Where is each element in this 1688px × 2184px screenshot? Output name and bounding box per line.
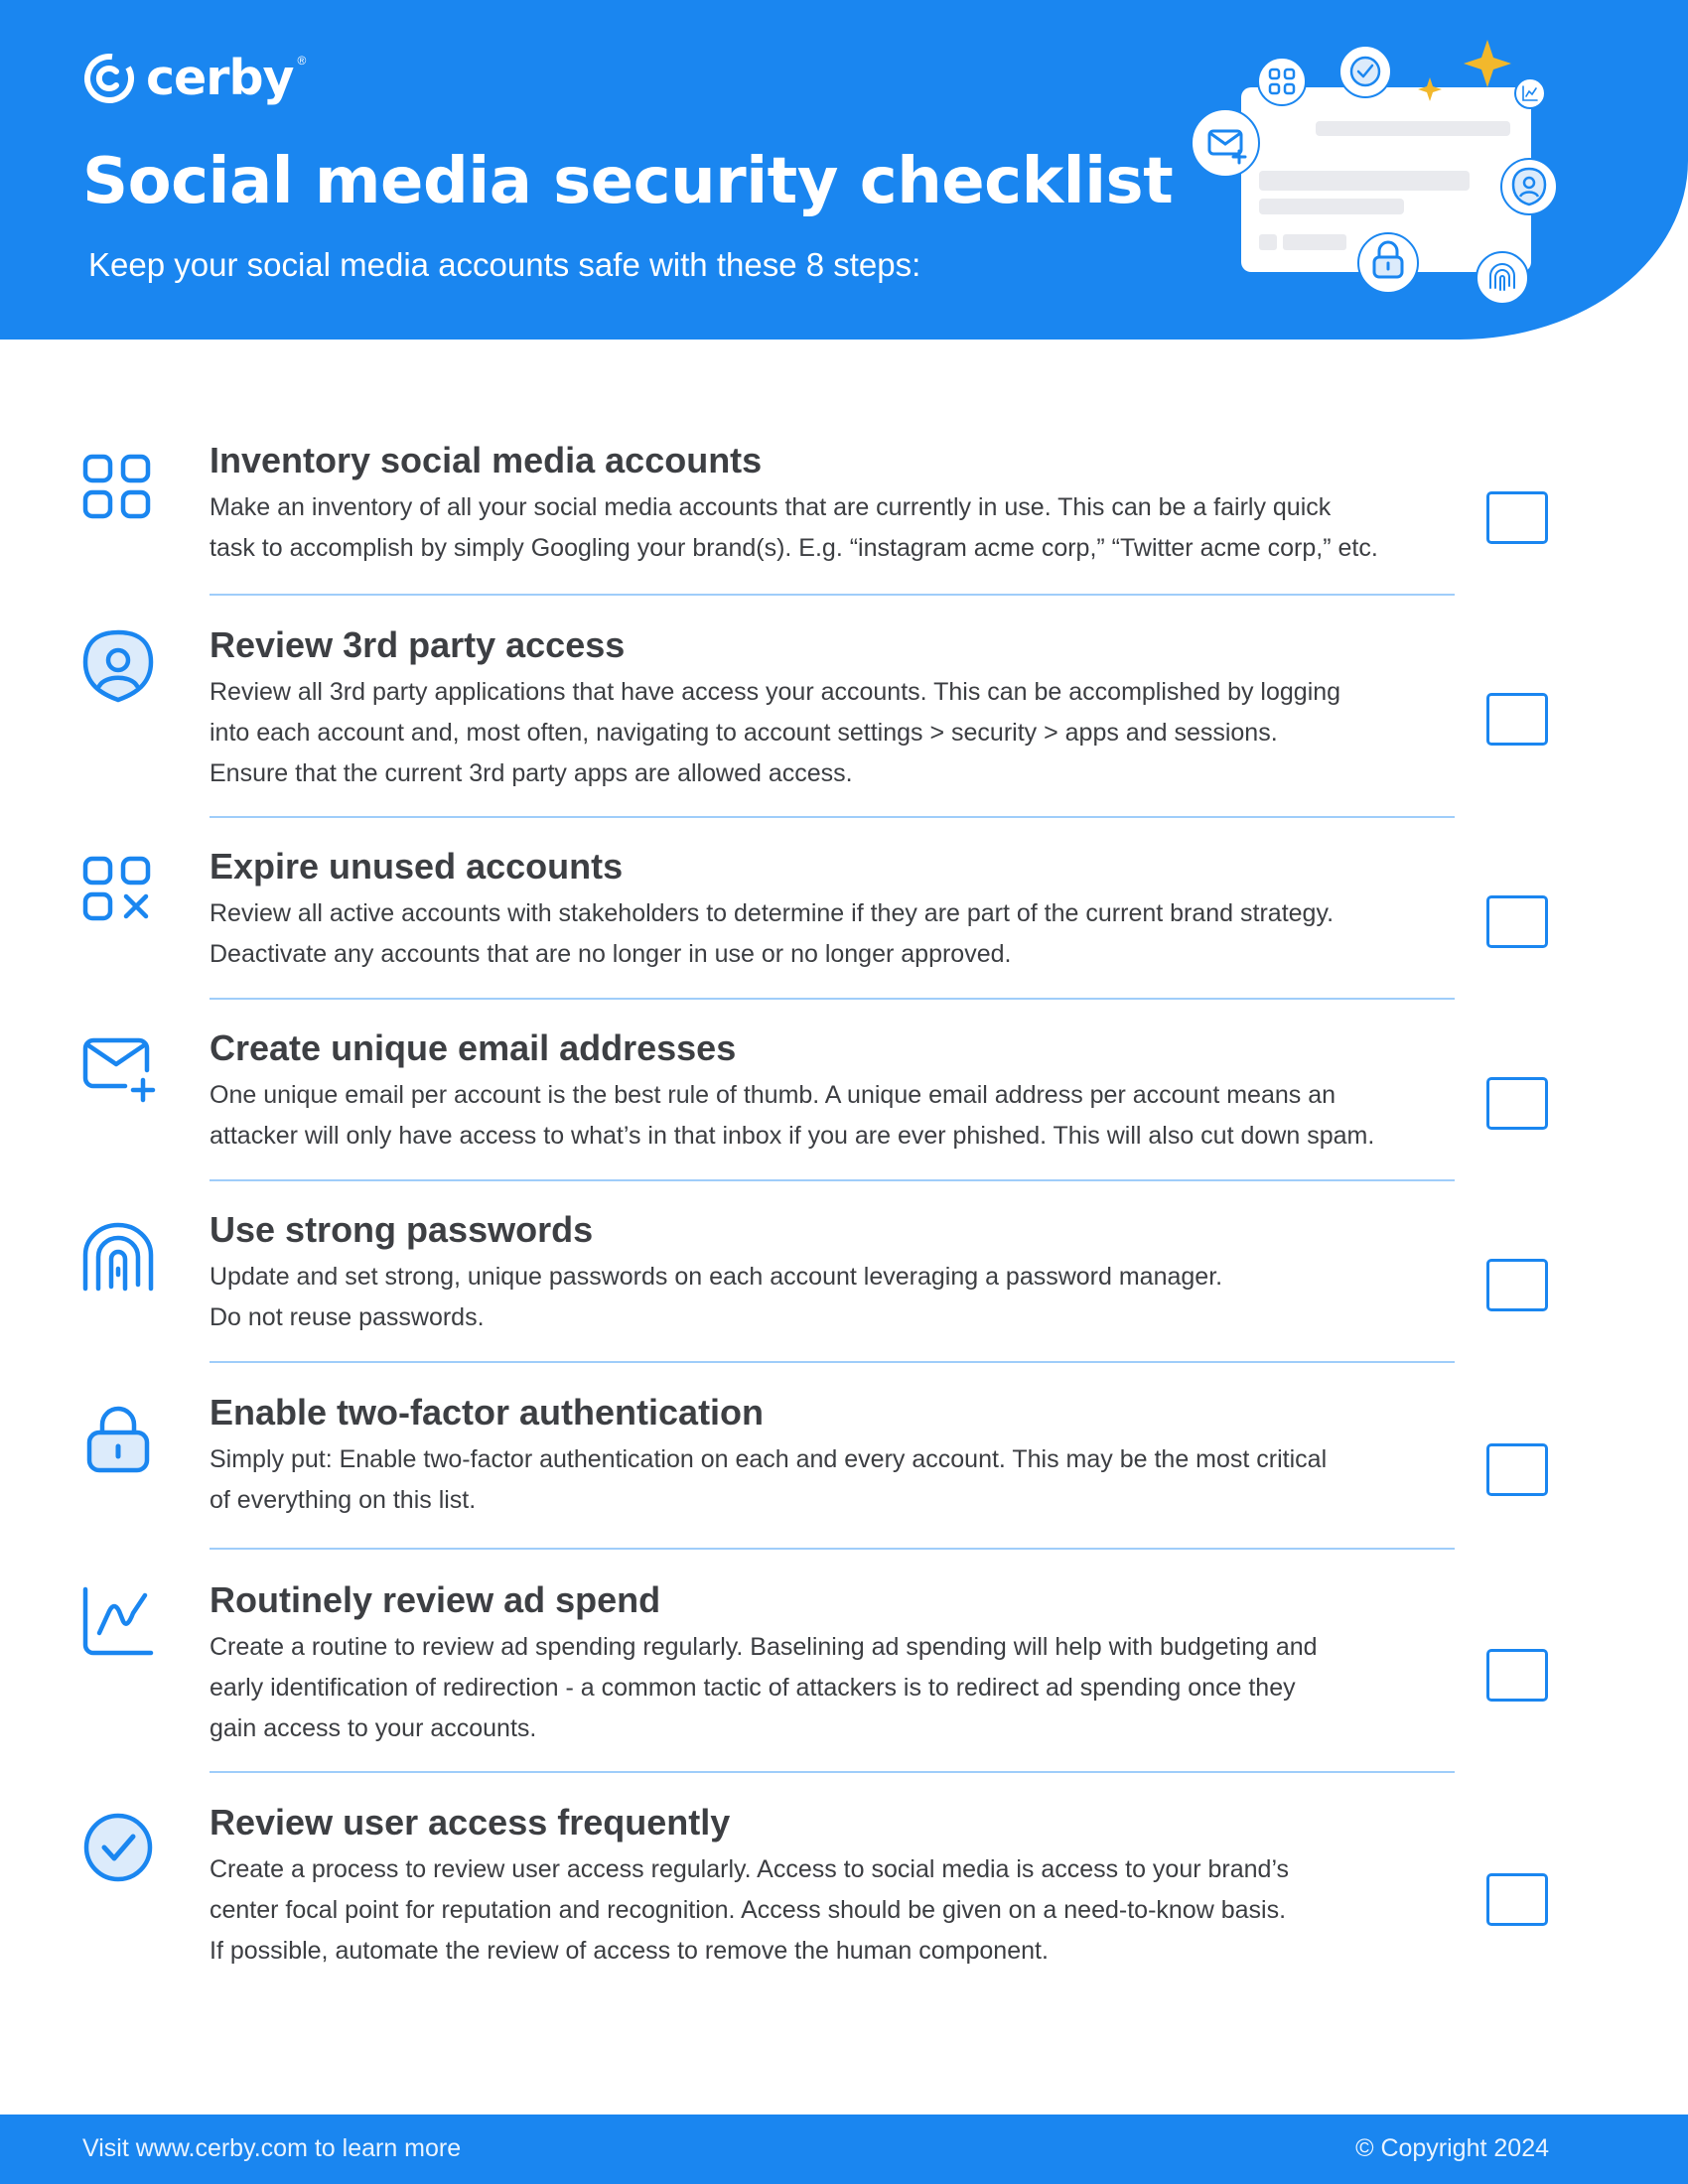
mail-add-icon — [79, 1032, 157, 1110]
user-shield-icon — [79, 626, 157, 704]
grid-remove-icon — [79, 851, 157, 928]
cerby-logo[interactable] — [82, 50, 306, 106]
item-title: Routinely review ad spend — [210, 1579, 661, 1620]
item-divider — [210, 594, 1455, 596]
item-title: Use strong passwords — [210, 1209, 594, 1250]
checkbox-third-party[interactable] — [1486, 693, 1548, 746]
registered-mark: ® — [297, 53, 307, 68]
item-description: Review all 3rd party applications that have access your accounts. This can be accomplished by logging into each account and, most often, navigating to account settings > security > apps and sessions. Ensure that the current 3rd party apps are allowed access. — [210, 678, 1341, 787]
item-description: Review all active accounts with stakeholders to determine if they are part of the current brand strategy. Deactivate any accounts that are no longer in use or no longer approved. — [210, 899, 1335, 968]
checkbox-user-access[interactable] — [1486, 1873, 1548, 1926]
item-description: One unique email per account is the best rule of thumb. A unique email address per account means an attacker will only have access to what’s in that inbox if you are ever phished. This will also cut down spam. — [210, 1081, 1375, 1150]
item-title: Review user access frequently — [210, 1802, 731, 1843]
item-title: Enable two-factor authentication — [210, 1392, 765, 1433]
page-title: Social media security checklist — [82, 145, 1174, 218]
fingerprint-icon — [79, 1219, 157, 1297]
checkbox-2fa[interactable] — [1486, 1443, 1548, 1496]
footer-website-link[interactable]: Visit www.cerby.com to learn more — [82, 2134, 462, 2162]
item-description: Update and set strong, unique passwords on each account leveraging a password manager. Do not reuse passwords. — [210, 1263, 1223, 1331]
item-divider — [210, 1179, 1455, 1181]
item-divider — [210, 816, 1455, 818]
hero-illustration — [1182, 30, 1579, 318]
item-title: Create unique email addresses — [210, 1027, 737, 1068]
item-title: Inventory social media accounts — [210, 440, 763, 480]
checkbox-ad-spend[interactable] — [1486, 1649, 1548, 1702]
lock-icon — [79, 1399, 157, 1476]
item-description: Make an inventory of all your social media accounts that are currently in use. This can be a fairly quick task to accomplish by simply Googling your brand(s). E.g. “instagram acme corp,” “Twitter acme corp,” etc. — [210, 493, 1378, 562]
page-subtitle: Keep your social media accounts safe with these 8 steps: — [88, 246, 921, 283]
header-banner — [0, 0, 1688, 340]
item-divider — [210, 1548, 1455, 1550]
item-description: Create a process to review user access regularly. Access to social media is access to your brand’s center focal point for reputation and recognition. Access should be given on a need-to-know basis. If possible, automate the review of access to remove the human component. — [210, 1855, 1290, 1965]
item-title: Expire unused accounts — [210, 846, 624, 887]
checkbox-inventory[interactable] — [1486, 491, 1548, 544]
item-description: Create a routine to review ad spending regularly. Baselining ad spending will help with budgeting and early identification of redirection - a common tactic of attackers is to redirect ad spending once they gain access to your accounts. — [210, 1633, 1318, 1742]
item-divider — [210, 1361, 1455, 1363]
footer-bar — [0, 2115, 1688, 2184]
cerby-logo-icon — [82, 52, 136, 105]
item-title: Review 3rd party access — [210, 624, 626, 665]
item-divider — [210, 998, 1455, 1000]
chart-line-icon — [79, 1583, 157, 1661]
item-divider — [210, 1771, 1455, 1773]
item-description: Simply put: Enable two-factor authentication on each and every account. This may be the most critical of everything on this list. — [210, 1445, 1328, 1514]
checkbox-email[interactable] — [1486, 1077, 1548, 1130]
logo-wordmark: cerby — [146, 50, 294, 106]
apps-grid-icon — [79, 449, 157, 526]
check-circle-icon — [79, 1809, 157, 1886]
checkbox-passwords[interactable] — [1486, 1259, 1548, 1311]
footer-copyright: © Copyright 2024 — [1355, 2134, 1549, 2162]
checkbox-expire[interactable] — [1486, 895, 1548, 948]
